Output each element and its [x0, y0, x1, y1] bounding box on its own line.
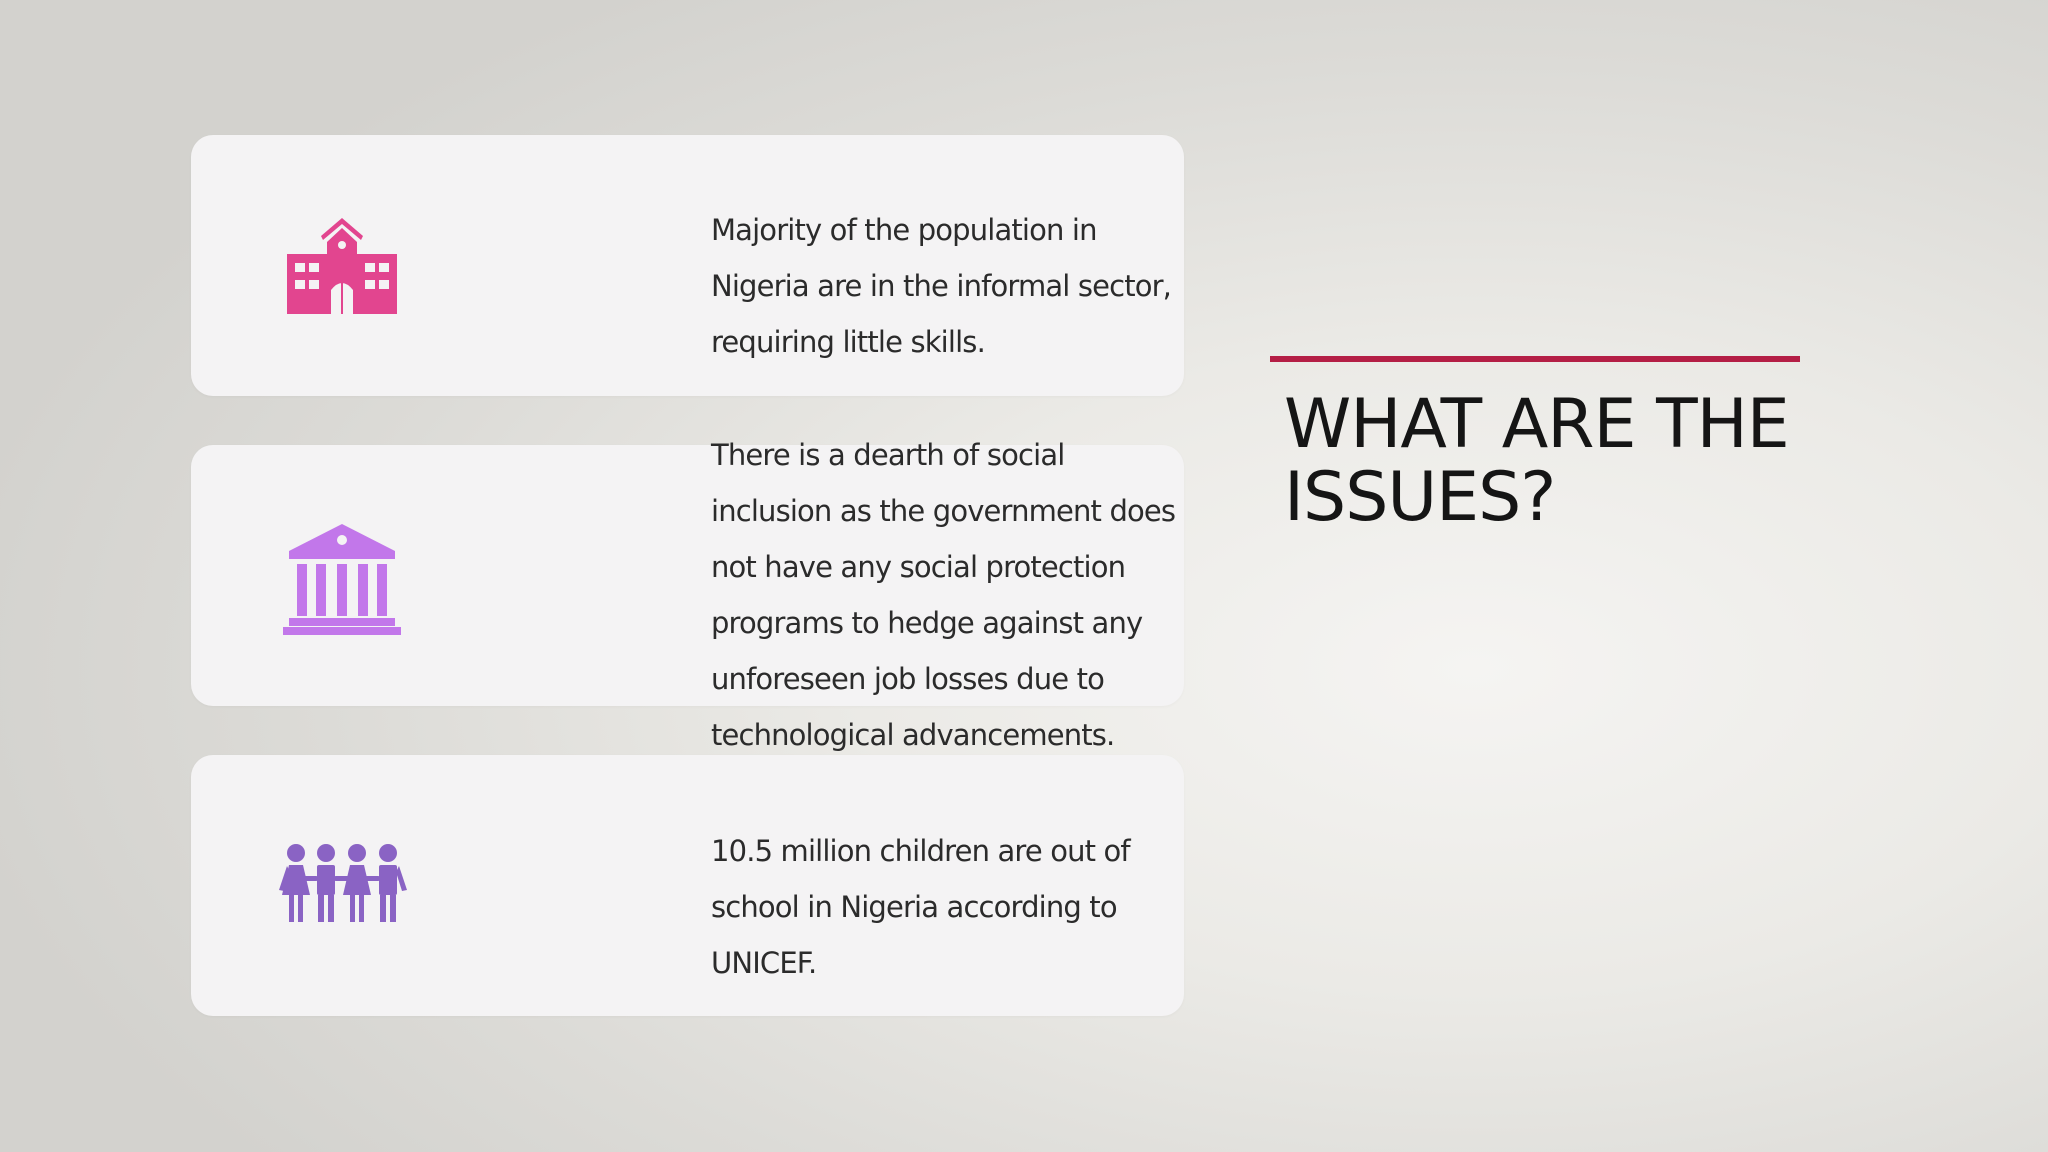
issue-text-social-inclusion: There is a dearth of social inclusion as the government does not have any social protection programs to hedge against any unforeseen job losses due to technological advancements.: [711, 438, 1176, 752]
issue-card-informal-sector: [191, 135, 1184, 396]
issue-card-out-of-school: [191, 755, 1184, 1016]
issue-text-informal-sector: Majority of the population in Nigeria are in the informal sector, requiring little skills.: [711, 213, 1172, 359]
children-group-icon: [278, 844, 408, 922]
title-accent-rule: [1270, 356, 1800, 362]
page-title: WHAT ARE THE ISSUES?: [1284, 385, 1789, 537]
issue-card-social-inclusion: [191, 438, 1184, 752]
government-building-icon: [283, 524, 401, 635]
issue-text-out-of-school: 10.5 million children are out of school in Nigeria according to UNICEF.: [711, 834, 1130, 980]
school-building-icon: [287, 218, 397, 314]
